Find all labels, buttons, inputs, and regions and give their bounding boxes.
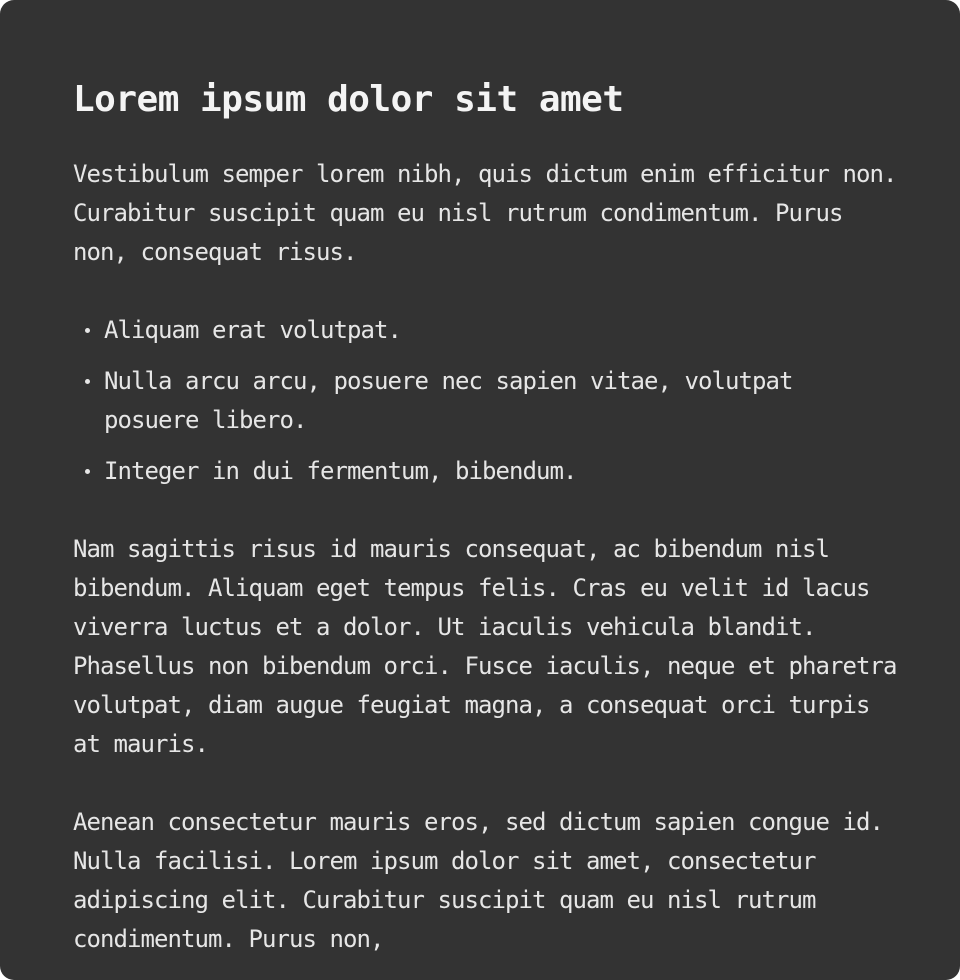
body-paragraph: Nam sagittis risus id mauris consequat, ac bibendum nisl bibendum. Aliquam eget tempus felis. Cras eu velit id lacus viverra luctus et a dolor. Ut iaculis vehicula blandit. Phasellus non bibendum orci. Fusce iaculis, neque et pharetra volutpat, diam augue feugiat magna, a consequat orci turpis at mauris.: [73, 535, 897, 758]
list-item: [73, 452, 900, 491]
bullet-icon: [85, 469, 90, 474]
intro-paragraph: Vestibulum semper lorem nibh, quis dictum enim efficitur non. Curabitur suscipit quam eu nisl rutrum condimentum. Purus non, consequat risus.: [73, 160, 897, 266]
list-item-text: Aliquam erat volutpat.: [104, 316, 401, 344]
bullet-list: [73, 311, 900, 491]
body-paragraph: Aenean consectetur mauris eros, sed dictum sapien congue id. Nulla facilisi. Lorem ipsum dolor sit amet, consectetur adipiscing elit. Curabitur suscipit quam eu nisl rutrum condimentum. Purus non,: [73, 808, 883, 953]
list-item: [73, 362, 900, 440]
bullet-icon: [85, 328, 90, 333]
document-title: Lorem ipsum dolor sit amet: [73, 79, 624, 120]
list-item-text: Nulla arcu arcu, posuere nec sapien vitae, volutpat posuere libero.: [104, 367, 793, 434]
bullet-icon: [85, 379, 90, 384]
list-item: [73, 311, 900, 350]
list-item-text: Integer in dui fermentum, bibendum.: [104, 457, 577, 485]
